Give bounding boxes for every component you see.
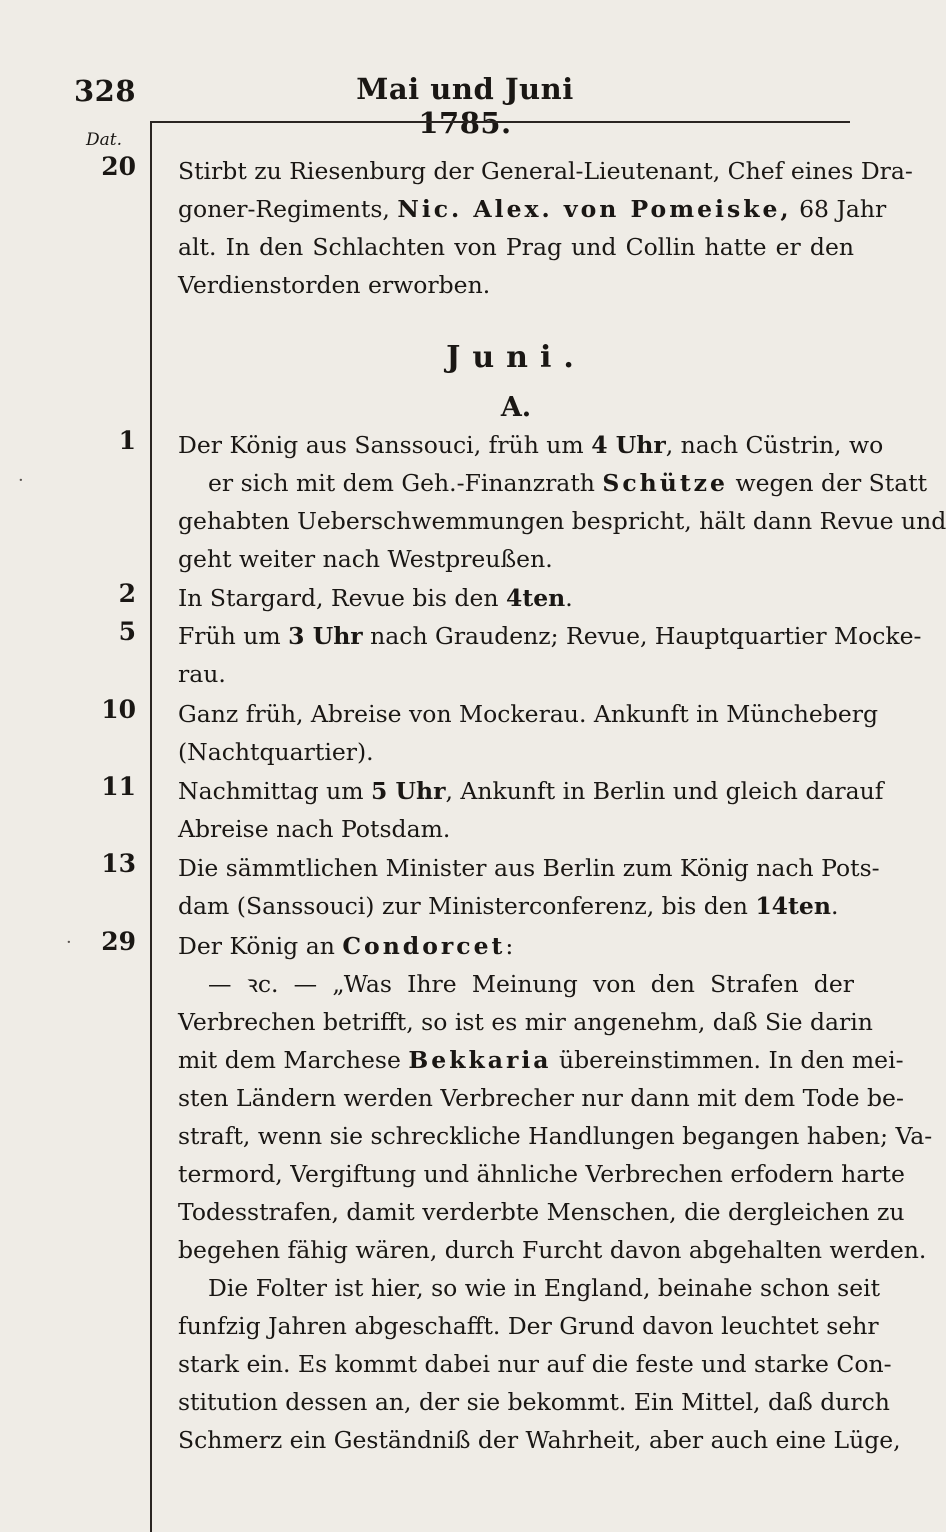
entry-text (178, 927, 933, 1459)
letter-paragraph-2 (178, 1269, 901, 1459)
text-run: dam (Sanssouci) zur Ministerconferenz, bis den (178, 892, 756, 920)
text-line (178, 1269, 881, 1307)
entry-text (178, 617, 922, 693)
text-run: . (830, 892, 839, 920)
text-run: Schmerz ein Geständniß der Wahrheit, aber auch eine Lüge, (178, 1426, 901, 1454)
text-line (178, 1345, 892, 1383)
letter-paragraph-1 (178, 965, 933, 1269)
text-run: Der König an (178, 932, 343, 960)
text-run: goner-Regiments, (178, 195, 398, 223)
entry-text (178, 426, 946, 578)
text-run: wegen der Statt (727, 469, 928, 497)
entry-text (178, 152, 913, 304)
ink-speck: · (66, 932, 72, 953)
text-line: Die sämmtlichen Minister aus Berlin zum König nach Pots- (178, 854, 880, 882)
ink-speck: · (18, 470, 24, 491)
text-line (178, 1307, 879, 1345)
entry-date: 29 (101, 927, 136, 956)
text-line: (Nachtquartier). (178, 738, 374, 766)
text-line: Ganz früh, Abreise von Mockerau. Ankunft in Müncheberg (178, 700, 878, 728)
text-run: 3 Uhr (288, 622, 363, 650)
text-run: termord, Vergiftung und ähnliche Verbrechen erfodern harte (178, 1160, 905, 1188)
text-line (178, 772, 884, 810)
entry-date: 20 (101, 152, 136, 181)
entry-date: 1 (118, 426, 136, 455)
text-run: sten Ländern werden Verbrecher nur dann mit dem Tode be- (178, 1084, 904, 1112)
text-run: übereinstimmen. In den mei- (551, 1046, 904, 1074)
text-line (178, 579, 854, 617)
text-line (178, 426, 884, 464)
text-run: nach Graudenz; Revue, Hauptquartier Mocke- (362, 622, 922, 650)
text-line: rau. (178, 660, 226, 688)
text-line (178, 1383, 890, 1421)
person-name: Nic. Alex. von Pomeiske, (397, 195, 792, 223)
text-run: stitution dessen an, der sie bekommt. Ein Mittel, daß durch (178, 1388, 890, 1416)
text-run: stark ein. Es kommt dabei nur auf die feste und starke Con- (178, 1350, 892, 1378)
section-heading-letter: A. (500, 392, 532, 423)
text-line: Stirbt zu Riesenburg der General-Lieutenant, Chef eines Dra- (178, 157, 913, 185)
text-run: Die Folter ist hier, so wie in England, beinahe schon seit (208, 1274, 881, 1302)
entry-date: 10 (101, 695, 136, 724)
text-run: 4ten (505, 584, 566, 612)
text-line: Abreise nach Potsdam. (178, 815, 451, 843)
date-column-label: Dat. (86, 130, 123, 150)
entry-text (178, 772, 884, 848)
text-line (178, 617, 922, 655)
entry-date: 2 (118, 579, 136, 608)
text-run: 4 Uhr (591, 431, 666, 459)
text-line (178, 927, 854, 965)
text-run: : (505, 932, 514, 960)
text-run: Todesstrafen, damit verderbte Menschen, die dergleichen zu (178, 1198, 905, 1226)
text-run: , nach Cüstrin, wo (665, 431, 884, 459)
text-run: funfzig Jahren abgeschafft. Der Grund davon leuchtet sehr (178, 1312, 879, 1340)
text-run: 68 Jahr (791, 195, 887, 223)
text-run: . (565, 584, 573, 612)
entry-text (178, 695, 878, 771)
text-run: In Stargard, Revue bis den (178, 584, 506, 612)
text-run: straft, wenn sie schreckliche Handlungen begangen haben; Va- (178, 1122, 933, 1150)
date-column-rule (150, 123, 152, 1532)
text-line (178, 1117, 933, 1155)
text-run: Verbrechen betrifft, so ist es mir angenehm, daß Sie darin (178, 1008, 873, 1036)
text-line (178, 1231, 927, 1269)
text-run: , Ankunft in Berlin und gleich darauf (445, 777, 884, 805)
entry-date: 5 (118, 617, 136, 646)
text-line (178, 1193, 905, 1231)
text-line (178, 1041, 904, 1079)
text-line: alt. In den Schlachten von Prag und Collin hatte er den (178, 233, 854, 261)
text-run: mit dem Marchese (178, 1046, 409, 1074)
entry-text (178, 579, 854, 617)
entry-date: 13 (101, 849, 136, 878)
text-run: er sich mit dem Geh.-Finanzrath (208, 469, 603, 497)
text-run: begehen fähig wären, durch Furcht davon abgehalten werden. (178, 1236, 927, 1264)
text-line (178, 1079, 904, 1117)
text-line (178, 1155, 905, 1193)
header-rule (150, 121, 850, 123)
running-title: Mai und Juni 1785. (356, 72, 574, 140)
entry-date: 11 (101, 772, 136, 801)
person-name: Bekkaria (408, 1046, 552, 1074)
text-line (178, 1421, 901, 1459)
text-run: Der König aus Sanssouci, früh um (178, 431, 592, 459)
text-run: — ꝛc. — „Was Ihre Meinung von den Strafen der (208, 970, 854, 998)
text-run: Nachmittag um (178, 777, 371, 805)
text-line (178, 965, 854, 1003)
text-line: Verdienstorden erworben. (178, 271, 491, 299)
text-line (178, 1003, 873, 1041)
text-line (178, 464, 928, 502)
section-heading-month: Juni. (446, 340, 586, 375)
person-name: Schütze (602, 469, 728, 497)
text-line: geht weiter nach Westpreußen. (178, 545, 553, 573)
text-run: 5 Uhr (370, 777, 446, 805)
text-line (178, 887, 854, 925)
text-line: gehabten Ueberschwemmungen bespricht, hält dann Revue und (178, 507, 946, 535)
text-run: 14ten (755, 892, 831, 920)
text-line (178, 190, 887, 228)
page-number: 328 (74, 74, 137, 108)
entry-text (178, 849, 880, 925)
text-run: Früh um (178, 622, 289, 650)
person-name: Condorcet (342, 932, 506, 960)
